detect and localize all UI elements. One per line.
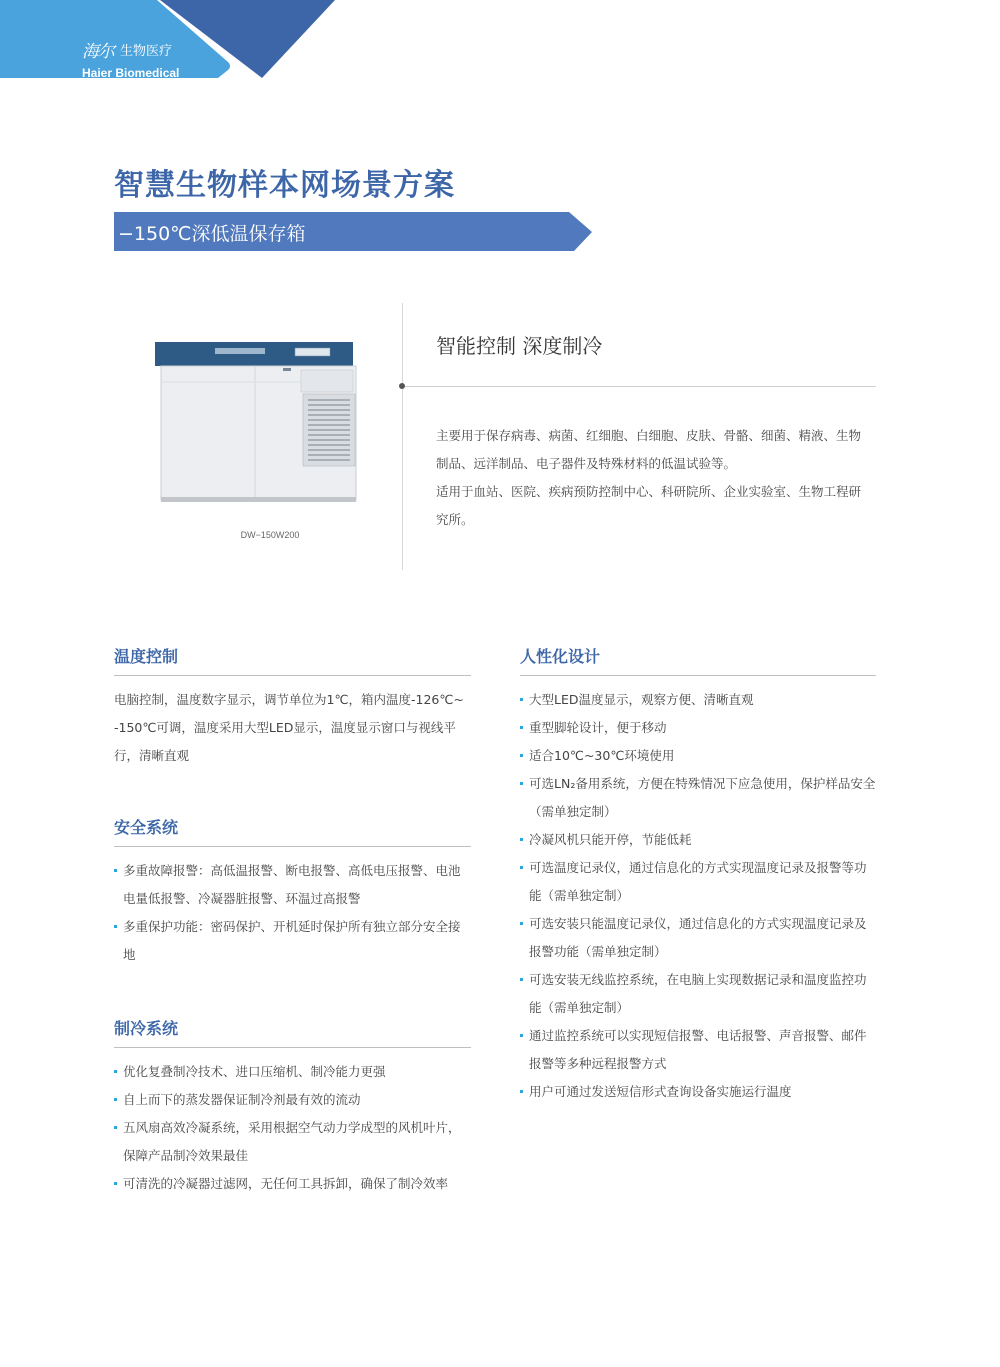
product-model-label: DW−150W200 — [240, 530, 300, 540]
brand-script-logo: 海尔 — [82, 42, 114, 62]
description-paragraph: 主要用于保存病毒、病菌、红细胞、白细胞、皮肤、骨骼、细菌、精液、生物制品、远洋制品、电子器件及特殊材料的低温试验等。 — [436, 428, 862, 471]
description-paragraph: 适用于血站、医院、疾病预防控制中心、科研院所、企业实验室、生物工程研究所。 — [436, 484, 862, 527]
section-title: 温度控制 — [114, 644, 471, 676]
brand-name-cn: 生物医疗 — [120, 44, 173, 59]
list-item: 可选LN₂备用系统，方便在特殊情况下应急使用，保护样品安全（需单独定制） — [520, 770, 876, 826]
list-item: 可选温度记录仪，通过信息化的方式实现温度记录及报警等功能（需单独定制） — [520, 854, 876, 910]
list-item: 适合10℃~30℃环境使用 — [520, 742, 876, 770]
list-item: 可选安装只能温度记录仪，通过信息化的方式实现温度记录及报警功能（需单独定制） — [520, 910, 876, 966]
section-title: 制冷系统 — [114, 1016, 471, 1048]
vertical-divider — [402, 303, 403, 570]
banner-title: −150℃深低温保存箱 — [118, 223, 306, 245]
list-item: 多重保护功能：密码保护、开机延时保护所有独立部分安全接地 — [114, 913, 471, 969]
list-item: 用户可通过发送短信形式查询设备实施运行温度 — [520, 1078, 876, 1106]
list-item: 冷凝风机只能开停，节能低耗 — [520, 826, 876, 854]
list-item: 五风扇高效冷凝系统，采用根据空气动力学成型的风机叶片，保障产品制冷效果最佳 — [114, 1114, 471, 1170]
product-banner — [114, 212, 592, 251]
list-item: 多重故障报警：高低温报警、断电报警、高低电压报警、电池电量低报警、冷凝器脏报警、环温过高报警 — [114, 857, 471, 913]
list-item: 可选安装无线监控系统，在电脑上实现数据记录和温度监控功能（需单独定制） — [520, 966, 876, 1022]
brand-logo — [82, 37, 179, 80]
section-cooling-system — [114, 1016, 471, 1198]
section-title: 安全系统 — [114, 815, 471, 847]
section-safety-system — [114, 815, 471, 969]
list-item: 重型脚轮设计，便于移动 — [520, 714, 876, 742]
list-item: 大型LED温度显示，观察方便、清晰直观 — [520, 686, 876, 714]
brand-name-en: Haier Biomedical — [82, 66, 180, 80]
divider-dot — [399, 383, 405, 389]
section-title: 人性化设计 — [520, 644, 876, 676]
list-item: 优化复叠制冷技术、进口压缩机、制冷能力更强 — [114, 1058, 471, 1086]
page-title: 智慧生物样本网场景方案 — [114, 168, 455, 203]
horizontal-divider — [402, 386, 876, 387]
freezer-display-panel — [295, 348, 330, 356]
section-body: 电脑控制，温度数字显示，调节单位为1℃，箱内温度-126℃~ -150℃可调，温度采用大型LED显示，温度显示窗口与视线平行，清晰直观 — [114, 692, 464, 763]
freezer-product-image — [155, 342, 360, 510]
feature-headline: 智能控制 深度制冷 — [436, 334, 603, 358]
section-humanized-design — [520, 644, 876, 1106]
list-item: 可清洗的冷凝器过滤网，无任何工具拆卸，确保了制冷效率 — [114, 1170, 471, 1198]
list-item: 通过监控系统可以实现短信报警、电话报警、声音报警、邮件报警等多种远程报警方式 — [520, 1022, 876, 1078]
section-temperature-control — [114, 644, 471, 770]
product-description — [436, 422, 866, 534]
list-item: 自上而下的蒸发器保证制冷剂最有效的流动 — [114, 1086, 471, 1114]
